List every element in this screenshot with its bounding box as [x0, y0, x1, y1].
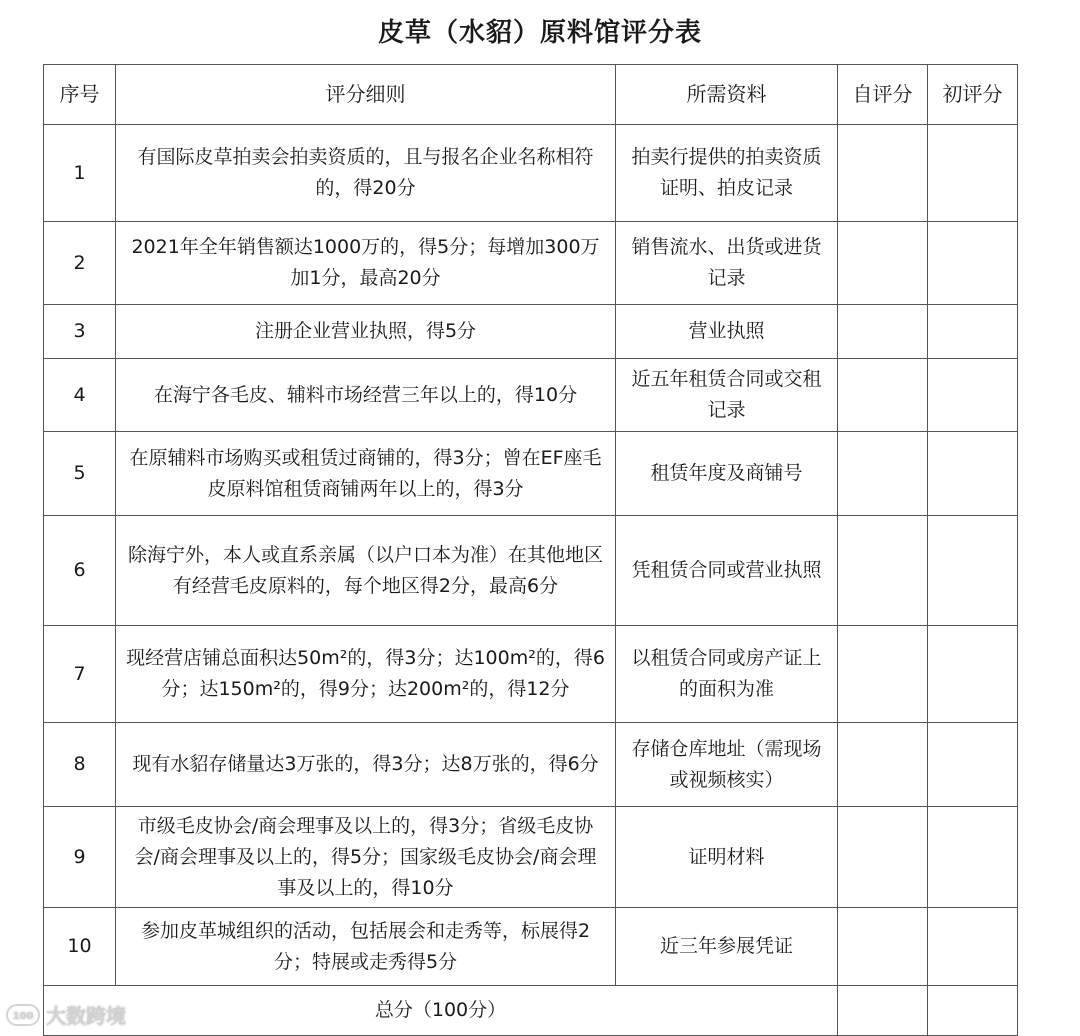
row-initial-score-cell[interactable] — [928, 305, 1018, 359]
table-row — [44, 516, 1018, 626]
table-row — [44, 359, 1018, 432]
row-no: 9 — [44, 807, 116, 908]
table-row — [44, 222, 1018, 305]
total-label: 总分（100分） — [44, 986, 838, 1036]
row-no: 2 — [44, 222, 116, 305]
row-self-score-cell[interactable] — [838, 723, 928, 807]
row-initial-score-cell[interactable] — [928, 125, 1018, 222]
header-row — [44, 65, 1018, 125]
row-self-score-cell[interactable] — [838, 359, 928, 432]
watermark-logo-icon: 100 — [6, 1004, 40, 1026]
row-initial-score-cell[interactable] — [928, 723, 1018, 807]
table-row — [44, 305, 1018, 359]
table-row — [44, 432, 1018, 516]
row-rule: 在海宁各毛皮、辅料市场经营三年以上的，得10分 — [116, 359, 616, 432]
row-no: 7 — [44, 626, 116, 723]
row-rule: 有国际皮草拍卖会拍卖资质的，且与报名企业名称相符的，得20分 — [116, 125, 616, 222]
row-no: 3 — [44, 305, 116, 359]
row-self-score-cell[interactable] — [838, 908, 928, 986]
header-no: 序号 — [44, 65, 116, 125]
row-rule: 参加皮革城组织的活动，包括展会和走秀等，标展得2分；特展或走秀得5分 — [116, 908, 616, 986]
row-materials: 以租赁合同或房产证上的面积为准 — [616, 626, 838, 723]
row-no: 4 — [44, 359, 116, 432]
row-no: 8 — [44, 723, 116, 807]
row-initial-score-cell[interactable] — [928, 222, 1018, 305]
header-materials: 所需资料 — [616, 65, 838, 125]
row-self-score-cell[interactable] — [838, 516, 928, 626]
table-row — [44, 125, 1018, 222]
row-self-score-cell[interactable] — [838, 222, 928, 305]
row-initial-score-cell[interactable] — [928, 807, 1018, 908]
row-rule: 市级毛皮协会/商会理事及以上的，得3分；省级毛皮协会/商会理事及以上的，得5分；国家级毛皮协会/商会理事及以上的，得10分 — [116, 807, 616, 908]
page-title: 皮草（水貂）原料馆评分表 — [377, 18, 702, 48]
row-materials: 销售流水、出货或进货记录 — [616, 222, 838, 305]
row-rule: 除海宁外，本人或直系亲属（以户口本为准）在其他地区有经营毛皮原料的，每个地区得2分，最高6分 — [116, 516, 616, 626]
row-self-score-cell[interactable] — [838, 626, 928, 723]
row-initial-score-cell[interactable] — [928, 432, 1018, 516]
row-initial-score-cell[interactable] — [928, 908, 1018, 986]
row-materials: 近五年租赁合同或交租记录 — [616, 359, 838, 432]
row-rule: 注册企业营业执照，得5分 — [116, 305, 616, 359]
row-self-score-cell[interactable] — [838, 432, 928, 516]
row-initial-score-cell[interactable] — [928, 359, 1018, 432]
header-rule: 评分细则 — [116, 65, 616, 125]
row-materials: 拍卖行提供的拍卖资质证明、拍皮记录 — [616, 125, 838, 222]
row-initial-score-cell[interactable] — [928, 626, 1018, 723]
watermark-text: 大数跨境 — [46, 1004, 126, 1028]
row-rule: 在原辅料市场购买或租赁过商铺的，得3分；曾在EF座毛皮原料馆租赁商铺两年以上的，得3分 — [116, 432, 616, 516]
row-rule: 现经营店铺总面积达50m²的，得3分；达100m²的，得6分；达150m²的，得9分；达200m²的，得12分 — [116, 626, 616, 723]
total-self-score-cell[interactable] — [838, 986, 928, 1036]
row-no: 6 — [44, 516, 116, 626]
row-materials: 营业执照 — [616, 305, 838, 359]
table-row — [44, 626, 1018, 723]
row-materials: 存储仓库地址（需现场或视频核实） — [616, 723, 838, 807]
watermark — [6, 1000, 126, 1029]
total-row — [44, 986, 1018, 1036]
row-rule: 2021年全年销售额达1000万的，得5分；每增加300万加1分，最高20分 — [116, 222, 616, 305]
header-self-score: 自评分 — [838, 65, 928, 125]
row-self-score-cell[interactable] — [838, 125, 928, 222]
score-table — [43, 64, 1018, 1036]
header-initial-score: 初评分 — [928, 65, 1018, 125]
row-initial-score-cell[interactable] — [928, 516, 1018, 626]
row-no: 1 — [44, 125, 116, 222]
row-materials: 租赁年度及商铺号 — [616, 432, 838, 516]
table-row — [44, 807, 1018, 908]
row-no: 5 — [44, 432, 116, 516]
row-materials: 证明材料 — [616, 807, 838, 908]
row-self-score-cell[interactable] — [838, 305, 928, 359]
table-row — [44, 723, 1018, 807]
row-materials: 凭租赁合同或营业执照 — [616, 516, 838, 626]
total-initial-score-cell[interactable] — [928, 986, 1018, 1036]
row-no: 10 — [44, 908, 116, 986]
table-row — [44, 908, 1018, 986]
row-self-score-cell[interactable] — [838, 807, 928, 908]
row-rule: 现有水貂存储量达3万张的，得3分；达8万张的，得6分 — [116, 723, 616, 807]
row-materials: 近三年参展凭证 — [616, 908, 838, 986]
